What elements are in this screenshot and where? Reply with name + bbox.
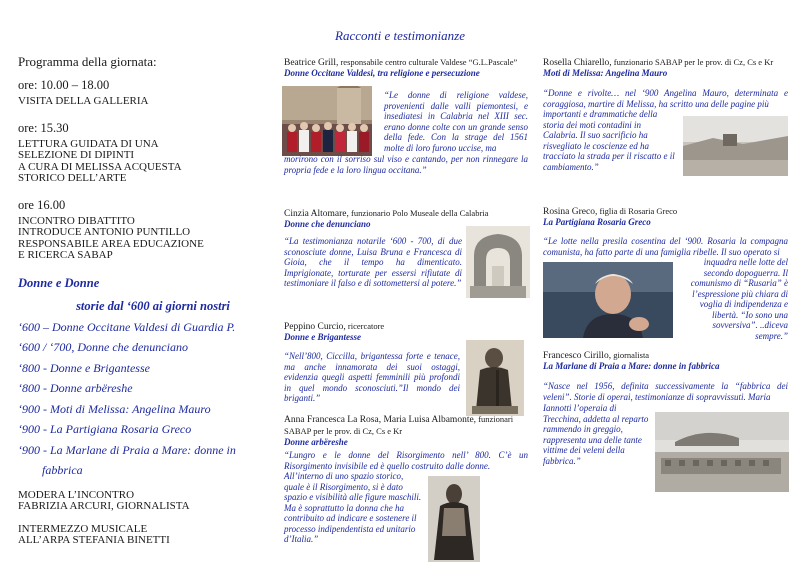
theme-subtitle: storie dal ‘600 ai giorni nostri bbox=[76, 298, 230, 313]
waldensian-women-photo bbox=[282, 86, 372, 156]
speaker-quote: inquadra nelle lotte del secondo dopoguerra. Il comunismo di “Rusaria” è l’espressione più chiara di voglia di indipendenza e libertà. “Io sono una sovversiva”. ..diceva sempre.” bbox=[690, 257, 788, 341]
speaker-credit: Beatrice Grill, responsabile centro culturale Valdese “G.L.Pascale” bbox=[284, 57, 518, 68]
speaker-topic: La Partigiana Rosaria Greco bbox=[543, 217, 651, 227]
slot-time: ore 16.00 bbox=[18, 197, 66, 212]
moderator-note: MODERA L’INCONTRO FABRIZIA ARCURI, GIORNALISTA bbox=[18, 488, 190, 512]
speaker-credit: Rosina Greco, figlia di Rosaria Greco bbox=[543, 206, 678, 217]
speaker-quote: “Lungro e le donne del Risorgimento nell’ 800. C’è un Risorgimento invisibile ed è quello costruito dalle donne. bbox=[284, 450, 528, 471]
brigantess-photo bbox=[466, 340, 524, 416]
program-list bbox=[18, 317, 268, 481]
list-item: ‘900 - La Marlane di Praia a Mare: donne in bbox=[18, 442, 236, 457]
speaker-credit: Francesco Cirillo, giornalista bbox=[543, 350, 650, 361]
slot-activity: INCONTRO DIBATTITO INTRODUCE ANTONIO PUNTILLO RESPONSABILE AREA EDUCAZIONE E RICERCA SABAP bbox=[18, 214, 204, 261]
speaker-quote: “Le lotte nella presila cosentina del ‘900. Rosaria la compagna comunista, ha fatto parte di una famiglia ribelle. Il suo operato si bbox=[543, 236, 788, 257]
speaker-topic: La Marlane di Praia a Mare: donne in fabbrica bbox=[543, 361, 720, 371]
speaker-topic: Moti di Melissa: Angelina Mauro bbox=[543, 68, 668, 78]
speaker-block bbox=[543, 57, 788, 79]
speaker-quote: “Donne e rivolte… nel ‘900 Angelina Mauro, determinata e coraggiosa, martire di Melissa, ha scritto una delle pagine più bbox=[543, 88, 788, 109]
speaker-credit: Peppino Curcio, ricercatore bbox=[284, 321, 385, 332]
speaker-credit: Anna Francesca La Rosa, Maria Luisa Albamonte, funzionari SABAP per le prov. di Cz, Cs e Kr bbox=[284, 414, 514, 436]
slot-time: ore: 15.30 bbox=[18, 120, 69, 135]
slot-activity: VISITA DELLA GALLERIA bbox=[18, 95, 149, 107]
list-item: ‘600 – Donne Occitane Valdesi di Guardia P. bbox=[18, 319, 236, 334]
list-item: ‘600 / ‘700, Donne che denunciano bbox=[18, 340, 188, 354]
arbereshe-woman-photo bbox=[428, 476, 480, 562]
speaker-block bbox=[543, 206, 788, 228]
speaker-quote: “La testimonianza notarile ‘600 - 700, di due sconosciute donne, Luisa Bruna e Francesca di Gioia, che il tempo ha dimenticato. Imprigionate, torturate per essersi rifiutate di testimoniare il falso e di sottomettersi al potere.” bbox=[284, 236, 462, 288]
speaker-quote: importanti e drammatiche della storia dei moti contadini in Calabria. Il suo sacrificio ha risvegliato le coscienze ed ha tracciato la strada per il riscatto e il cambiamento.” bbox=[543, 109, 675, 172]
list-item: ‘800 - Donne e Brigantesse bbox=[18, 360, 150, 375]
speaker-topic: Donne e Brigantesse bbox=[284, 332, 362, 342]
speaker-topic: Donne che denunciano bbox=[284, 219, 371, 229]
marlane-factory-photo bbox=[655, 412, 789, 492]
list-item: ‘900 - La Partigiana Rosaria Greco bbox=[18, 422, 192, 436]
speaker-topic: Donne arbëreshe bbox=[284, 437, 348, 447]
program-column bbox=[18, 54, 268, 547]
music-note: INTERMEZZO MUSICALE ALL’ARPA STEFANIA BINETTI bbox=[18, 522, 170, 546]
speaker-credit: Cinzia Altomare, funzionario Polo Museale della Calabria bbox=[284, 208, 489, 219]
speaker-block bbox=[284, 57, 528, 79]
speaker-credit: Rosella Chiarello, funzionario SABAP per le prov. di Cz, Cs e Kr bbox=[543, 57, 774, 68]
speaker-quote: “Le donne di religione valdese, provenienti dalle valli piemontesi, e insediatesi in Calabria nel XIII sec. erano donne colte con un grande senso della fede. Con la strage del 1561 molte di loro furono uccise, ma bbox=[384, 90, 528, 153]
ruins-photo bbox=[466, 226, 530, 298]
list-item: fabbrica bbox=[42, 463, 83, 477]
speaker-block bbox=[543, 350, 788, 372]
speaker-block bbox=[284, 414, 528, 448]
rosaria-greco-photo bbox=[543, 262, 673, 338]
list-item: ‘800 - Donne arbëreshe bbox=[18, 381, 133, 395]
speaker-quote: Iannotti l’operaia di Trecchina, addetta al reparto rammendo in greggio, rappresenta una delle tante vittime dei veleni della fabbrica.” bbox=[543, 403, 649, 466]
speaker-topic: Donne Occitane Valdesi, tra religione e persecuzione bbox=[284, 68, 480, 78]
speaker-quote: All’interno di uno spazio storico, quale è il Risorgimento, si è dato spazio e visibilità alle figure maschili. Ma è soprattutto la donna che ha contribuito ad indicare e sostenere il processo indipendentista ed unitario d’Italia.” bbox=[284, 471, 422, 544]
program-heading: Programma della giornata: bbox=[18, 54, 157, 69]
melissa-landscape-photo bbox=[683, 116, 788, 176]
page-title: Racconti e testimonianze bbox=[335, 28, 465, 43]
speaker-quote: morirono con il sorriso sul viso e cantando, per non rinnegare la propria fede e la loro lingua occitana.” bbox=[284, 154, 528, 175]
list-item: ‘900 - Moti di Melissa: Angelina Mauro bbox=[18, 401, 211, 416]
speaker-quote: “Nasce nel 1956, definita successivamente la “fabbrica dei veleni”. Storie di operai, testimonianze di sopravvissuti. Maria bbox=[543, 381, 788, 402]
slot-time: ore: 10.00 – 18.00 bbox=[18, 78, 110, 92]
theme-title: Donne e Donne bbox=[18, 275, 100, 290]
speaker-quote: “Nell’800, Ciccilla, brigantessa forte e tenace, ma anche innamorata dei suoi ostaggi, evidenzia quegli aspetti femminili più profondi in quel mondo sconosciuti.”Il mondo dei briganti.” bbox=[284, 351, 460, 403]
slot-activity: LETTURA GUIDATA DI UNA SELEZIONE DI DIPINTI A CURA DI MELISSA ACQUESTA STORICO DELL’ARTE bbox=[18, 137, 182, 184]
